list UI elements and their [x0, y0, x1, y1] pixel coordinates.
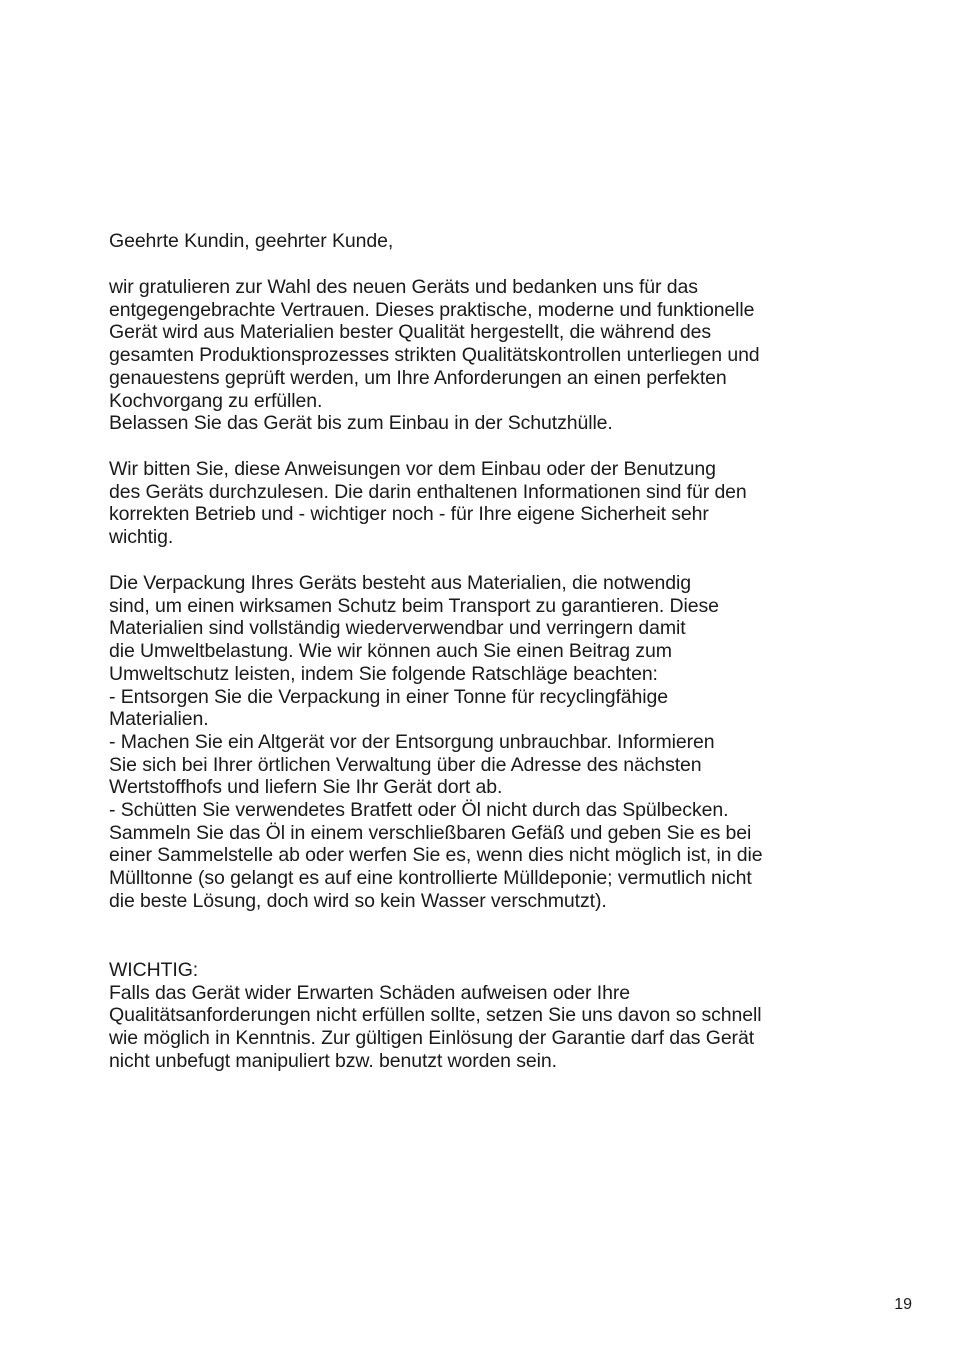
paragraph-line: nicht unbefugt manipuliert bzw. benutzt worden sein.: [109, 1049, 557, 1072]
paragraph-line: Kochvorgang zu erfüllen.: [109, 389, 323, 412]
paragraph-line: einer Sammelstelle ab oder werfen Sie es, wenn dies nicht möglich ist, in die: [109, 844, 763, 867]
greeting-line: Geehrte Kundin, geehrter Kunde,: [109, 230, 394, 252]
paragraph-line: Belassen Sie das Gerät bis zum Einbau in der Schutzhülle.: [109, 412, 613, 435]
paragraph-line: Mülltonne (so gelangt es auf eine kontrollierte Mülldeponie; vermutlich nicht: [109, 867, 752, 890]
paragraph-line: Wir bitten Sie, diese Anweisungen vor dem Einbau oder der Benutzung: [109, 458, 716, 480]
paragraph-line: Materialien.: [109, 708, 209, 731]
paragraph-packaging: [109, 572, 869, 913]
paragraph-line: Sammeln Sie das Öl in einem verschließbaren Gefäß und geben Sie es bei: [109, 821, 752, 844]
paragraph-line: Wertstoffhofs und liefern Sie Ihr Gerät dort ab.: [109, 776, 503, 799]
paragraph-line: Die Verpackung Ihres Geräts besteht aus Materialien, die notwendig: [109, 572, 691, 594]
paragraph-line: sind, um einen wirksamen Schutz beim Transport zu garantieren. Diese: [109, 594, 719, 617]
paragraph-line: gesamten Produktionsprozesses strikten Qualitätskontrollen unterliegen und: [109, 344, 760, 367]
important-heading: WICHTIG:: [109, 959, 199, 981]
paragraph-line: Qualitätsanforderungen nicht erfüllen sollte, setzen Sie uns davon so schnell: [109, 1004, 762, 1027]
paragraph-intro: [109, 276, 869, 435]
paragraph-line: entgegengebrachte Vertrauen. Dieses praktische, moderne und funktionelle: [109, 298, 755, 321]
paragraph-line: Materialien sind vollständig wiederverwendbar und verringern damit: [109, 617, 686, 640]
paragraph-line: wie möglich in Kenntnis. Zur gültigen Einlösung der Garantie darf das Gerät: [109, 1027, 755, 1050]
paragraph-line: die beste Lösung, doch wird so kein Wasser verschmutzt).: [109, 889, 607, 912]
greeting: [109, 230, 869, 253]
paragraph-read-instructions: [109, 458, 869, 549]
paragraph-line: - Entsorgen Sie die Verpackung in einer Tonne für recyclingfähige: [109, 685, 668, 708]
paragraph-line: genauestens geprüft werden, um Ihre Anforderungen an einen perfekten: [109, 366, 727, 389]
paragraph-line: des Geräts durchzulesen. Die darin enthaltenen Informationen sind für den: [109, 480, 747, 503]
paragraph-line: wichtig.: [109, 526, 174, 549]
important-notice: [109, 959, 869, 1073]
paragraph-line: Umweltschutz leisten, indem Sie folgende Ratschläge beachten:: [109, 662, 658, 685]
paragraph-line: die Umweltbelastung. Wie wir können auch Sie einen Beitrag zum: [109, 640, 672, 663]
paragraph-line: Gerät wird aus Materialien bester Qualität hergestellt, die während des: [109, 321, 712, 344]
page-number: 19: [894, 1296, 912, 1313]
paragraph-line: Sie sich bei Ihrer örtlichen Verwaltung über die Adresse des nächsten: [109, 753, 702, 776]
paragraph-line: korrekten Betrieb und - wichtiger noch - für Ihre eigene Sicherheit sehr: [109, 503, 709, 526]
paragraph-line: wir gratulieren zur Wahl des neuen Geräts und bedanken uns für das: [109, 276, 698, 298]
paragraph-line: Falls das Gerät wider Erwarten Schäden aufweisen oder Ihre: [109, 981, 630, 1004]
paragraph-line: - Schütten Sie verwendetes Bratfett oder Öl nicht durch das Spülbecken.: [109, 799, 729, 822]
paragraph-line: - Machen Sie ein Altgerät vor der Entsorgung unbrauchbar. Informieren: [109, 730, 715, 753]
